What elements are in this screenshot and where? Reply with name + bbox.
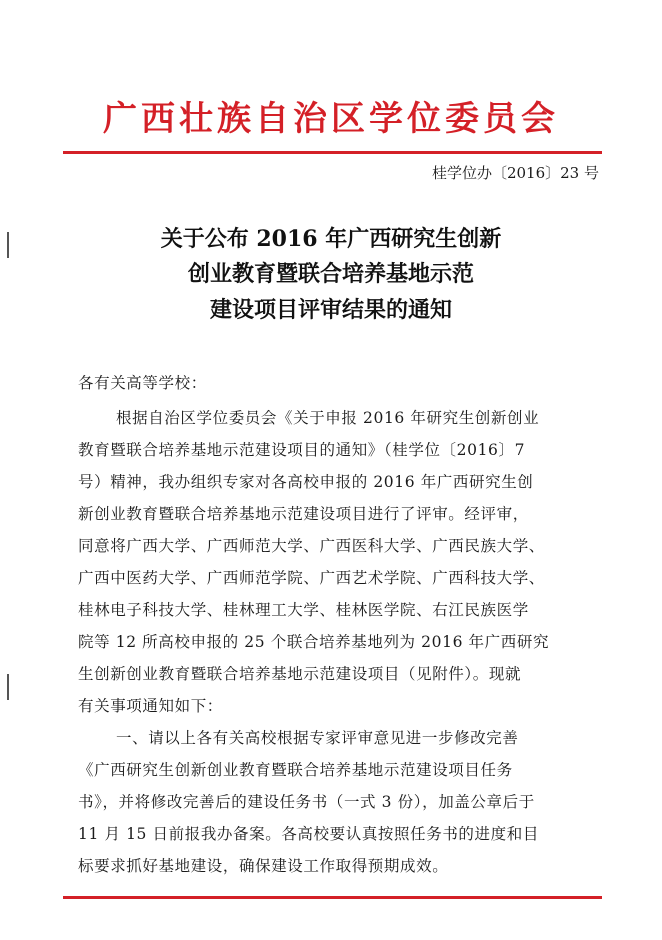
document-number: 桂学位办〔2016〕23 号 bbox=[431, 164, 599, 182]
issuing-organization: 广西壮族自治区学位委员会 bbox=[103, 99, 559, 139]
body-line: 新创业教育暨联合培养基地示范建设项目进行了评审。经评审， bbox=[78, 505, 529, 523]
body-line: 院等 12 所高校申报的 25 个联合培养基地列为 2016 年广西研究 bbox=[78, 633, 550, 651]
body-line: 11 月 15 日前报我办备案。各高校要认真按照任务书的进度和目 bbox=[78, 825, 539, 843]
body-line: 广西中医药大学、广西师范学院、广西艺术学院、广西科技大学、 bbox=[78, 569, 545, 587]
footer-red-rule bbox=[63, 896, 602, 899]
body-line: 书》，并将修改完善后的建设任务书（一式 3 份），加盖公章后于 bbox=[78, 793, 535, 811]
body-line: 有关事项通知如下： bbox=[78, 697, 223, 715]
body-line: 标要求抓好基地建设，确保建设工作取得预期成效。 bbox=[78, 857, 449, 875]
binding-margin-mark bbox=[7, 674, 9, 700]
header-red-rule bbox=[63, 151, 602, 154]
body-line: 桂林电子科技大学、桂林理工大学、桂林医学院、右江民族医学 bbox=[78, 601, 529, 619]
body-line: 教育暨联合培养基地示范建设项目的通知》（桂学位〔2016〕7 bbox=[78, 441, 526, 459]
notice-title-line-1: 关于公布 2016 年广西研究生创新 bbox=[160, 226, 502, 252]
body-line: 生创新创业教育暨联合培养基地示范建设项目（见附件）。现就 bbox=[78, 665, 522, 683]
body-line: 号）精神，我办组织专家对各高校申报的 2016 年广西研究生创 bbox=[78, 473, 534, 491]
body-line: 一、请以上各有关高校根据专家评审意见进一步修改完善 bbox=[116, 729, 519, 747]
body-line: 同意将广西大学、广西师范大学、广西医科大学、广西民族大学、 bbox=[78, 537, 545, 555]
notice-title-line-2: 创业教育暨联合培养基地示范 bbox=[187, 261, 474, 287]
body-line: 根据自治区学位委员会《关于申报 2016 年研究生创新创业 bbox=[116, 409, 540, 427]
salutation: 各有关高等学校： bbox=[78, 374, 207, 392]
body-line: 《广西研究生创新创业教育暨联合培养基地示范建设项目任务 bbox=[78, 761, 513, 779]
notice-title-line-3: 建设项目评审结果的通知 bbox=[209, 297, 452, 323]
